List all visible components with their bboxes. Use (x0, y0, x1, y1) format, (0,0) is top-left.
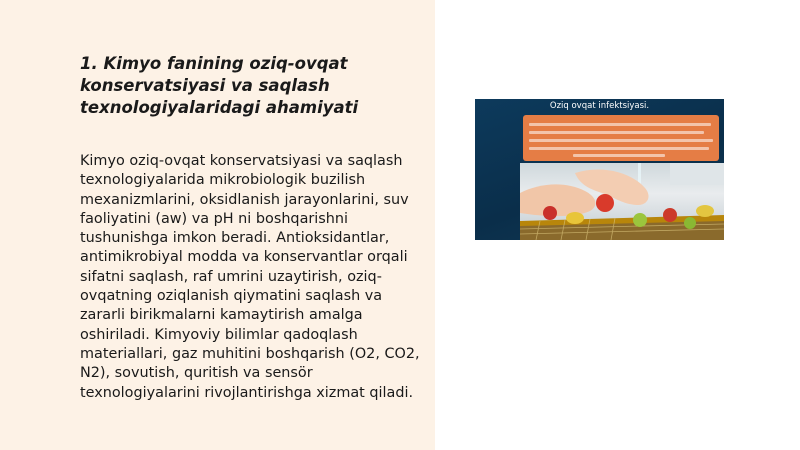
tomato (596, 194, 614, 212)
image-info-box (523, 115, 719, 161)
tomato (663, 208, 677, 222)
lemon (696, 205, 714, 217)
food-infection-image (475, 99, 724, 240)
info-text-line (529, 131, 704, 134)
apple (633, 213, 647, 227)
image-caption: Oziq ovqat infektsiyasi. (549, 101, 650, 111)
slide-title: 1. Kimyo fanining oziq-ovqat konservatsiyasi va saqlash texnologiyalaridagi ahamiyati (80, 54, 359, 117)
apple (684, 217, 696, 229)
info-text-line (529, 147, 709, 150)
produce-washing-photo (520, 163, 724, 240)
info-text-line (529, 123, 711, 126)
hand-left (520, 184, 595, 216)
sink-edge (670, 163, 724, 185)
info-text-line (529, 139, 713, 142)
info-text-line (573, 154, 665, 157)
lemon (566, 212, 584, 224)
photo-illustration (520, 163, 724, 240)
slide-body-text: Kimyo oziq-ovqat konservatsiyasi va saqlash texnologiyalarida mikrobiologik buzilish mexanizmlarini, oksidlanish jarayonlarini, suv faoliyatini (aw) va pH ni boshqarishni tushunishga imkon beradi. Antioksidantlar, antimikrobiyal modda va konservantlar orqali sifatni saqlash, raf umrini uzaytirish, oziq-ovqatning oziqlanish qiymatini saqlash va zararli birikmalarni kamaytirish amalga oshiriladi. Kimyoviy bilimlar qadoqlash materiallari, gaz muhitini boshqarish (O2, CO2, N2), sovutish, quritish va sensör texnologiyalarini rivojlantirishga xizmat qiladi. (80, 153, 420, 401)
tomato (543, 206, 557, 220)
